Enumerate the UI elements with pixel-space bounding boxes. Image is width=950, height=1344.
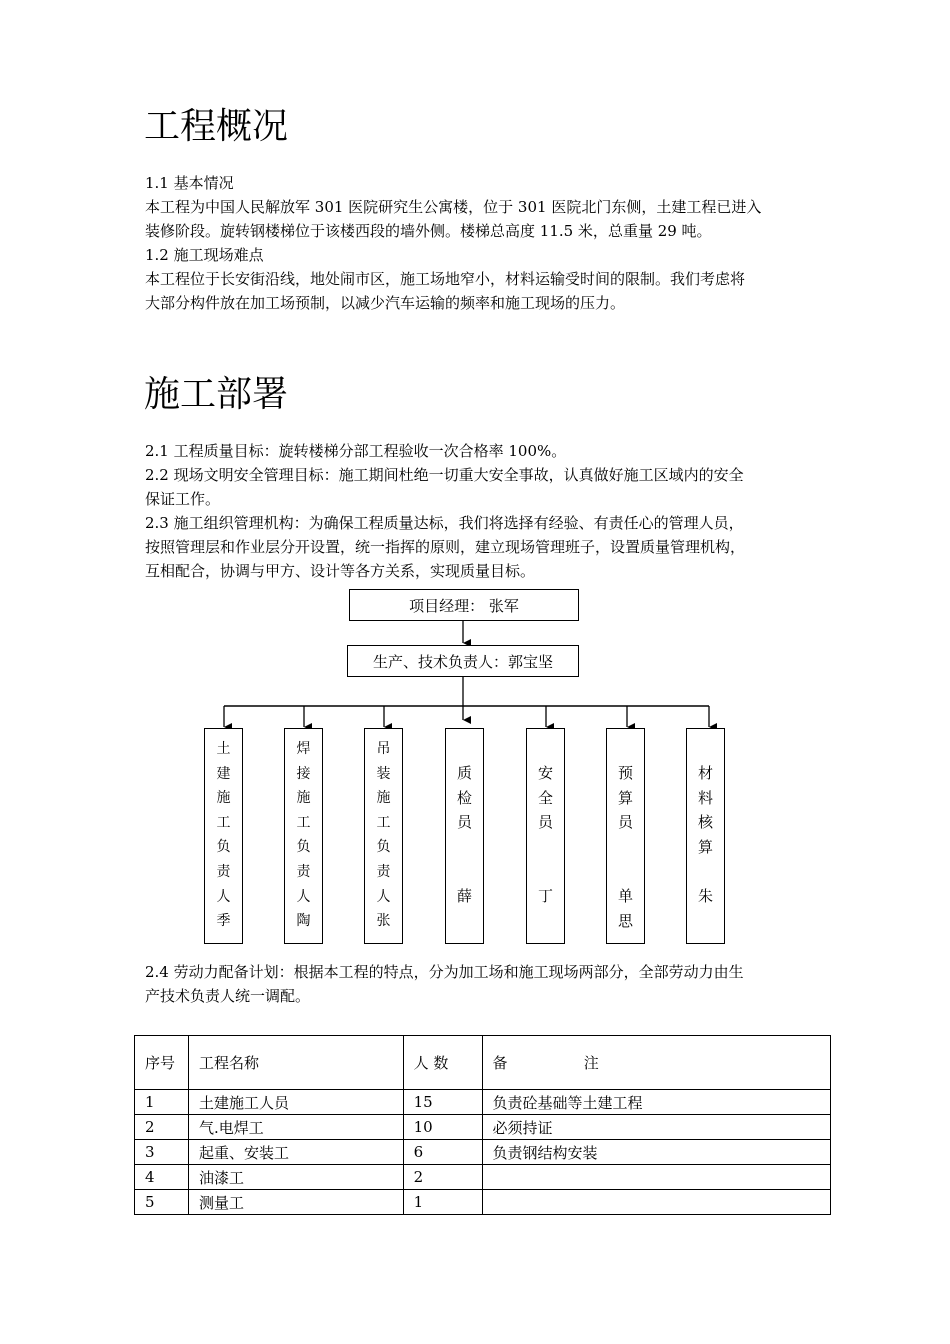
text-line: 1.2 施工现场难点 xyxy=(145,246,264,264)
text-line: 装修阶段。旋转钢楼梯位于该楼西段的墙外侧。楼梯总高度 11.5 米，总重量 29 吨。 xyxy=(145,222,712,240)
text-line: 本工程位于长安街沿线，地处闹市区，施工场地窄小，材料运输受时间的限制。我们考虑将 xyxy=(145,270,746,288)
welding-lead-box: 焊 接 施 工 负 责 人 陶 xyxy=(284,728,323,944)
technical-lead-box: 生产、技术负责人：郭宝坚 xyxy=(347,645,579,677)
table-row: 3 起重、安装工 6 负责钢结构安装 xyxy=(135,1140,831,1165)
text-line: 按照管理层和作业层分开设置，统一指挥的原则，建立现场管理班子，设置质量管理机构， xyxy=(145,538,746,556)
text-line: 2.4 劳动力配备计划：根据本工程的特点，分为加工场和施工现场两部分，全部劳动力由生 xyxy=(145,963,744,981)
hoisting-lead-box: 吊 装 施 工 负 责 人 张 xyxy=(364,728,403,944)
budget-officer-box: 预 算 员 单 思 xyxy=(606,728,645,944)
table-row: 2 气.电焊工 10 必须持证 xyxy=(135,1115,831,1140)
table-row: 5 测量工 1 xyxy=(135,1190,831,1215)
header-cell: 工程名称 xyxy=(188,1036,403,1090)
material-accounting-box: 材 料 核 算 朱 xyxy=(686,728,725,944)
labor-table xyxy=(134,1035,831,1215)
civil-lead-box: 土 建 施 工 负 责 人 季 xyxy=(204,728,243,944)
safety-officer-box: 安 全 员 丁 xyxy=(526,728,565,944)
text-line: 大部分构件放在加工场预制，以减少汽车运输的频率和施工现场的压力。 xyxy=(145,294,626,312)
section-title-deployment: 施工部署 xyxy=(144,374,289,415)
table-header-row xyxy=(135,1036,831,1090)
text-line: 保证工作。 xyxy=(145,490,221,508)
text-line: 互相配合，协调与甲方、设计等各方关系，实现质量目标。 xyxy=(145,562,536,580)
table-row: 4 油漆工 2 xyxy=(135,1165,831,1190)
text-line: 产技术负责人统一调配。 xyxy=(145,987,311,1005)
header-cell: 备 注 xyxy=(482,1036,830,1090)
text-line: 1.1 基本情况 xyxy=(145,174,234,192)
section-title-overview: 工程概况 xyxy=(144,106,289,147)
table-row: 1 土建施工人员 15 负责砼基础等土建工程 xyxy=(135,1090,831,1115)
text-line: 2.1 工程质量目标：旋转楼梯分部工程验收一次合格率 100%。 xyxy=(145,442,567,460)
text-line: 2.3 施工组织管理机构：为确保工程质量达标，我们将选择有经验、有责任心的管理人员， xyxy=(145,514,744,532)
quality-inspector-box: 质 检 员 薛 xyxy=(445,728,484,944)
header-cell: 人 数 xyxy=(403,1036,482,1090)
project-manager-box: 项目经理： 张军 xyxy=(349,589,579,621)
header-cell: 序号 xyxy=(135,1036,189,1090)
text-line: 本工程为中国人民解放军 301 医院研究生公寓楼，位于 301 医院北门东侧，土建工程已进入 xyxy=(145,198,762,216)
labor-plan-text xyxy=(145,960,815,1008)
text-line: 2.2 现场文明安全管理目标：施工期间杜绝一切重大安全事故，认真做好施工区域内的安全 xyxy=(145,466,744,484)
